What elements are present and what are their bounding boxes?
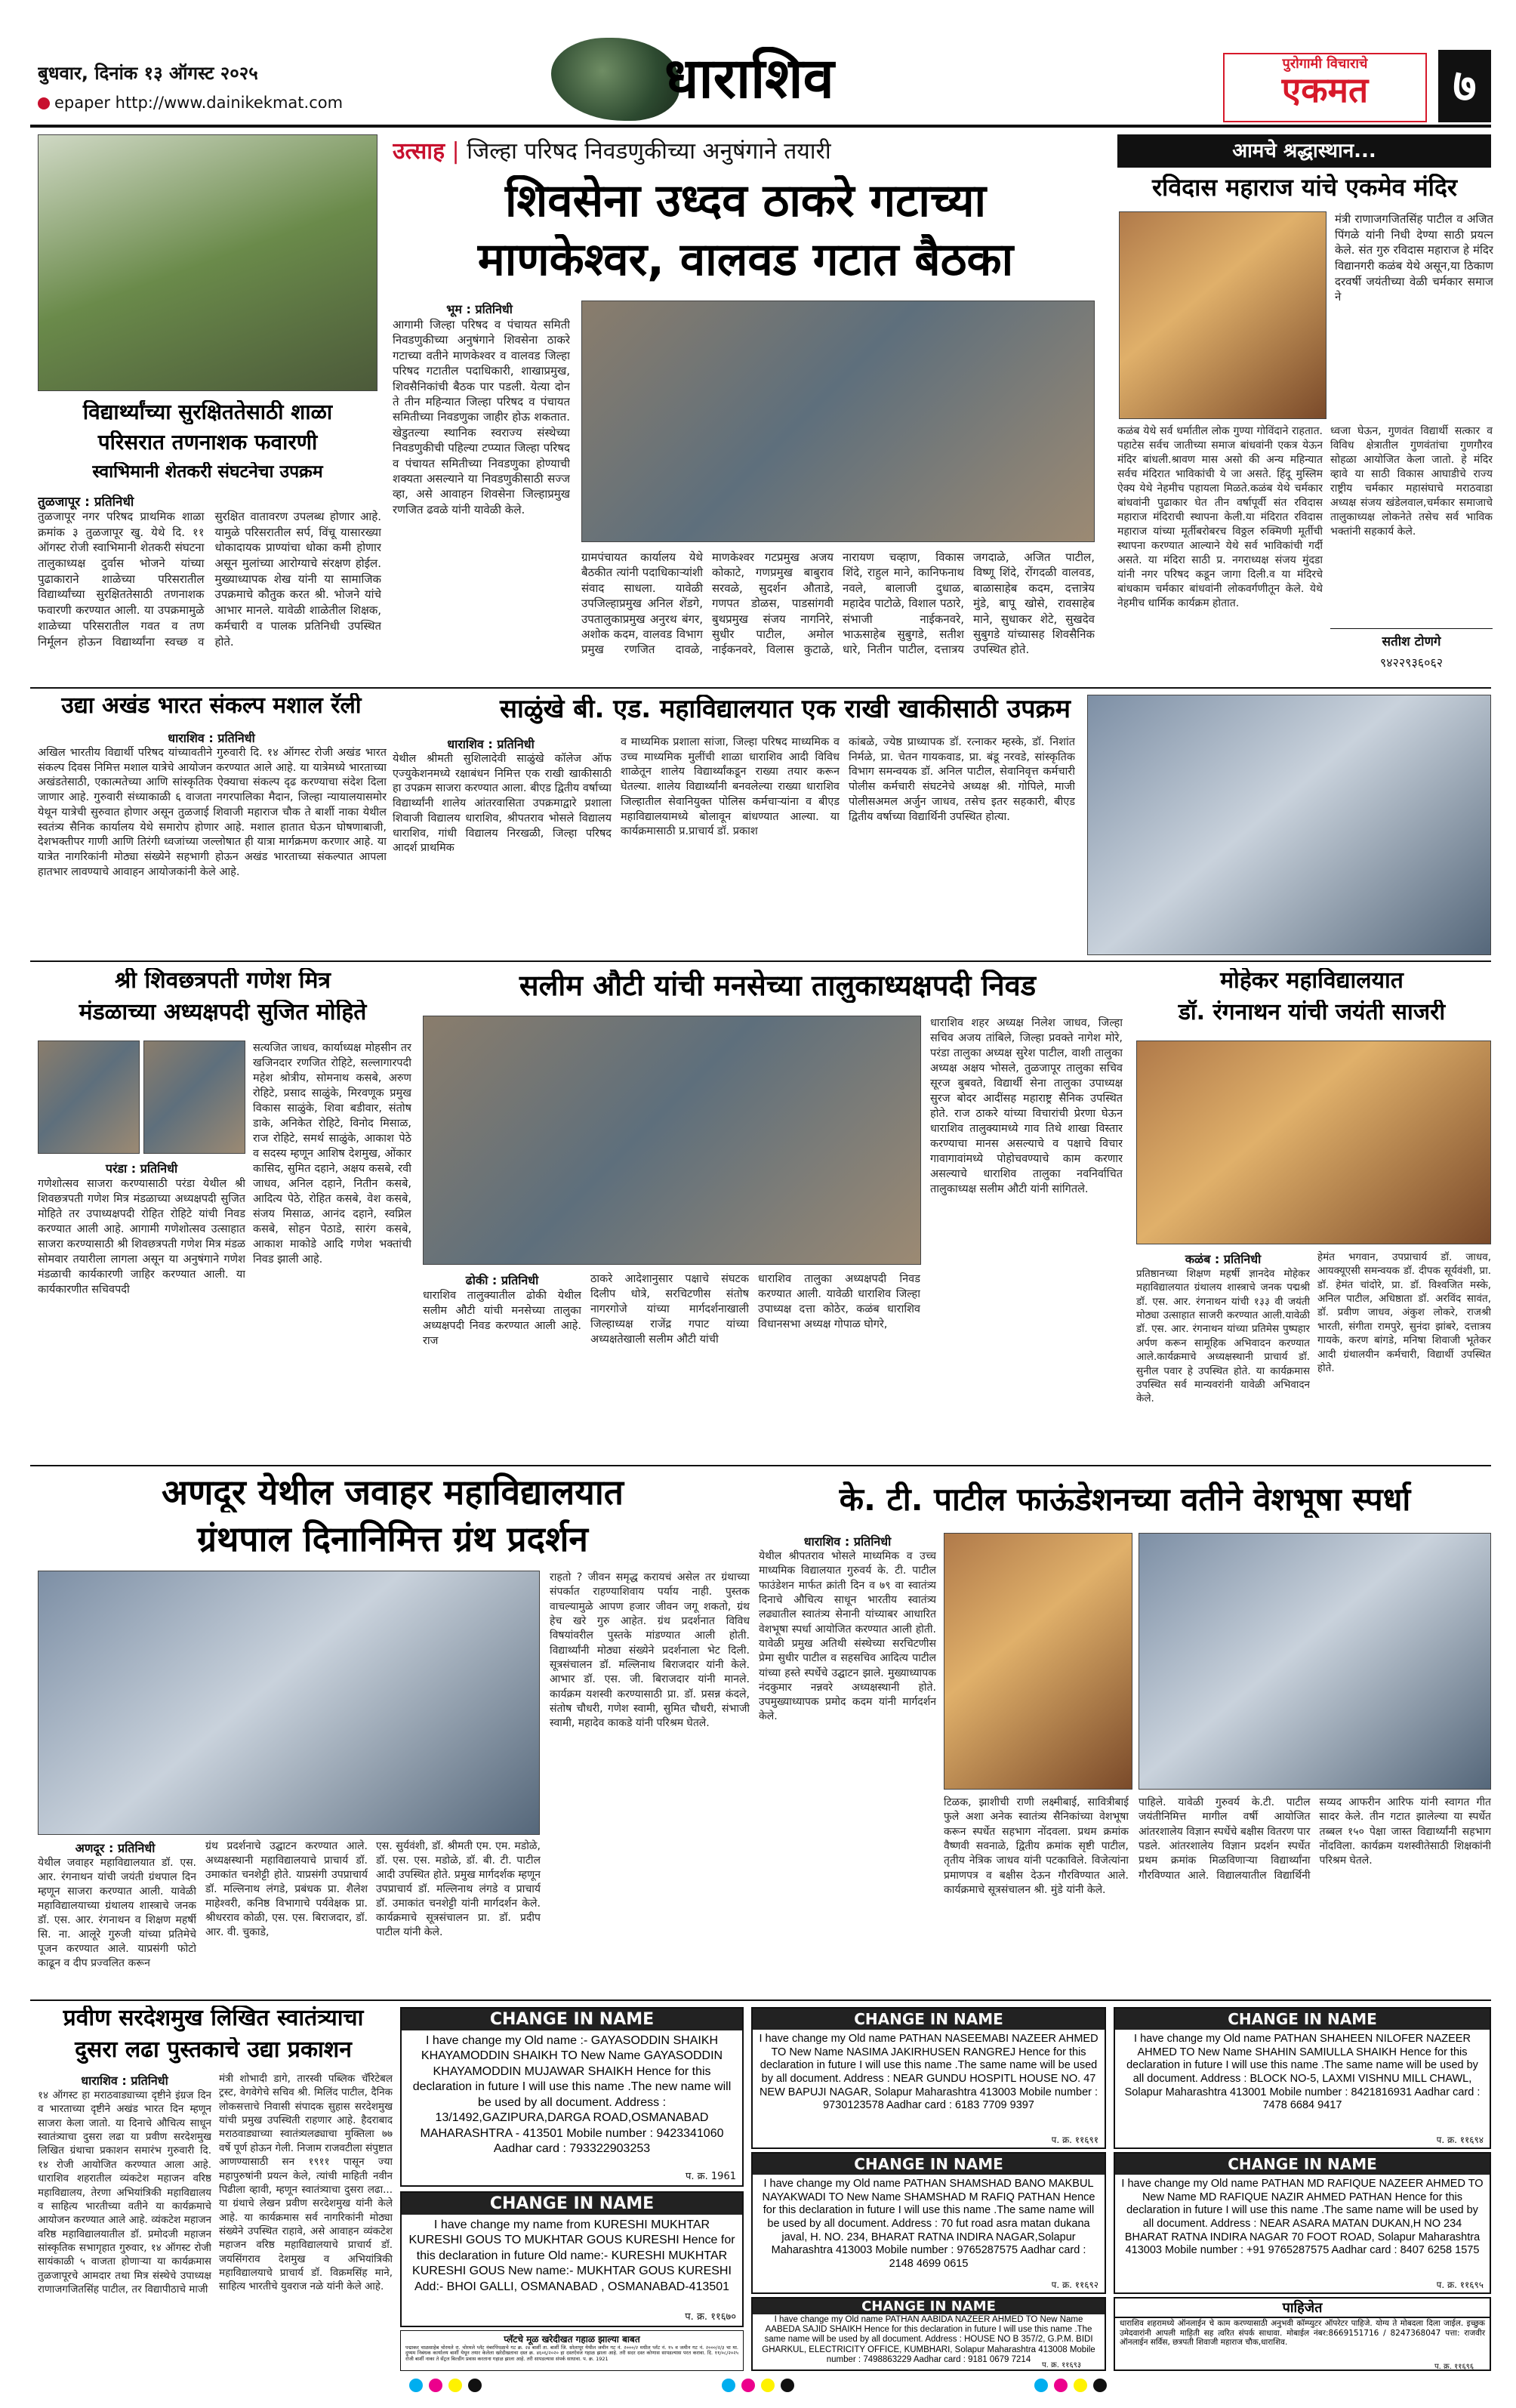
ad-body: I have change my Old name PATHAN SHAMSHAD BANO MAKBUL NAYAKWADI TO New Name SHAMSHAD M RAFIQ PATHAN Hence for this declaration in future I will use this name .The same name will be used by all document. Address : 70 fut road asra matan dukana javal, H. NO. 234, BHARAT RATNA INDIRA NAGAR,Solapur Maharashtra 413003 Mobile number : 9765287575 Aadhar card : 2148 4699 0615 xyxy=(762,2178,1095,2271)
anandur-body-1: येथील जवाहर महाविद्यालयात डॉ. एस. आर. रंगनाथन यांची जयंती ग्रंथपाल दिन म्हणून साजरा करण्यात आली. यावेळी महाविद्यालयाच्या ग्रंथालय शास्त्राचे जनक डॉ. एस. आर. रंगनाथन व शिक्षण महर्षी सि. ना. आलूरे गुरुजी यांच्या प्रतिमेचे पूजन करण्यात आले. याप्रसंगी फोटो काढून व दीप प्रज्वलित करून xyxy=(38,1857,196,1970)
wanted-heading: पाहिजेत xyxy=(1115,2299,1490,2318)
pravin-dateline: धाराशिव : प्रतिनिधी xyxy=(81,2073,168,2088)
flat-deed-body: पद्माकर चाळसाहेब चोरमले रा. चोरमले प्लॅट नंबरपिंपळाचे गट क्र. २४ बार्शी ता. बार्शी जि. सोलापूर येथील जमीन गट नं. २०००/२ मधील प्लॅट नं. १५ व जमीन गट नं. २०००/२/३ चा मा. दुय्यम निबंधक कार्यालय बार्शी येथून तयार केलेला खरेदीखताचा दस्त क्र. ४६०६/२०२० हा दस्तऐवज गहाळ झाला आहे. तरी सदर दस्त कोणास सापडल्यास परत करावा. दि. ११/०८/२०२५ रोजी बार्शी नाका ते सेंट्रल बिल्डींग प्रवास करताना गहाळ झाला आहे. तरी सापडल्यास संपर्क साधावा. प. क्र. 1921 xyxy=(405,2345,738,2362)
mns-dateline: ढोकी : प्रतिनिधी xyxy=(465,1273,539,1287)
ad-heading: CHANGE IN NAME xyxy=(1115,2009,1490,2030)
ad-body: I have change my Old name PATHAN NASEEMABI NAZEER AHMED TO New Name NASIMA JAKIRHUSEN RANGREJ Hence for this declaration in future I will use this name .The same name will be used by all document. Address : NEAR GUNDU HOSPITL HOUSE NO. 47 NEW BAPUJI NAGAR, Solapur Maharashtra 413003 Mobile number : 9730123578 Aadhar card : 6183 7709 9397 xyxy=(759,2033,1098,2112)
school-body: तुळजापूर नगर परिषद प्राथमिक शाळा क्रमांक ३ तुळजापूर खु. येथे दि. ११ ऑगस्ट रोजी स्वाभिमानी शेतकरी संघटना तालुकाध्यक्ष दुर्वास भोजने यांच्या पुढाकाराने शाळेच्या परिसरातील विद्यार्थ्यांच्या सुरक्षिततेसाठी तणनाशक फवारणी करण्यात आली. या उपक्रमामुळे शाळेच्या परिसरातील गवत व तण निर्मूलन होऊन विद्यार्थ्यांना स्वच्छ व सुरक्षित वातावरण उपलब्ध होणार आहे. यामुळे परिसरातील सर्प, विंचू यासारख्या धोकादायक प्राण्यांचा धोका कमी होणार असून मुलांच्या आरोग्याचे संरक्षण होईल. मुख्याध्यापक शेख यांनी या सामाजिक उपक्रमाचे कौतुक करत श्री. भोजने यांचे आभार मानले. यावेळी शाळेतील शिक्षक, कर्मचारी व पालक प्रतिनिधी उपस्थित होते. xyxy=(38,510,381,649)
anandur-body-2: ग्रंथ प्रदर्शनाचे उद्घाटन करण्यात आले. अध्यक्षस्थानी महाविद्यालयाचे प्राचार्य डॉ. उमाकांत चनशेट्टी होते. याप्रसंगी उपप्राचार्य डॉ. मल्लिनाथ लंगडे, प्रबंधक प्रा. शैलेश माहेश्वरी, कनिष्ठ विभागाचे पर्यवेक्षक प्रा. श्रीधरराव कोळी, एस. एस. बिराजदार, डॉ. आर. वी. चुकाडे, xyxy=(205,1840,368,1939)
rakhi-body-1: येथील श्रीमती सुशिलादेवी साळुंखे कॉलेज ऑफ एज्युकेशनमध्ये रक्षाबंधन निमित्त एक राखी खाकीसाठी हा उपक्रम साजरा करण्यात आला. बीएड द्वितीय वर्षाच्या विद्यार्थ्यांनी शालेय आंतरवासिता उपक्रमाद्वारे प्रशाला शिवाजी विद्यालय धाराशिव, श्रीपतराव भोसले विद्यालय धाराशिव, गांधी विद्यालय निरखळी, जिल्हा परिषद आदर्श प्राथमिक xyxy=(393,753,612,855)
page-number: ७ xyxy=(1438,50,1491,122)
ad-heading: CHANGE IN NAME xyxy=(1115,2154,1490,2175)
school-dateline: तुळजापूर : प्रतिनिधी xyxy=(38,495,134,510)
kt-body-3: पाहिले. यावेळी गुरुवर्य के.टी. पाटील जयंतीनिमित्त मागील वर्षी आयोजित आंतरशालेय विज्ञान स्पर्धेचे बक्षीस वितरण पार पडले. आंतरशालेय विज्ञान प्रदर्शन स्पर्धेत प्रथम क्रमांक मिळविणाऱ्या विद्यार्थ्यांना गौरविण्यात आले. विद्यालयातील विद्यार्थिनी सय्यद आफरीन आरिफ यांनी स्वागत गीत सादर केले. तीन गटात झालेल्या या स्पर्धेत तब्बल १५० पेक्षा जास्त विद्यार्थ्यांनी सहभाग नोंदविला. कार्यक्रम यशस्वीतेसाठी शिक्षकांनी परिश्रम घेतले. xyxy=(1139,1796,1491,1882)
ad-body: I have change my Old name :- GAYASODDIN SHAIKH KHAYAMODDIN SHAIKH TO New Name GAYASODDIN KHAYAMODDIN MUJAWAR SHAIKH Hence for this declaration in future I will use this name .The new name will be used by all document. Address : 13/1492,GAZIPURA,DARGA ROAD,OSMANABAD MAHARASHTRA - 413501 Mobile number : 9423341060 Aadhar card : 793322903253 xyxy=(412,2034,732,2156)
ad-body: I have change my Old name PATHAN MD RAFIQUE NAZEER AHMED TO New Name MD RAFIQUE NAZIR AHMED PATHAN Hence for this declaration in future I will use this name .The same name will be used by all document. Address : NEAR ASARA MATAN DUKAN,H NO 234 BHARAT RATNA INDIRA NAGAR 70 FOOT ROAD, Solapur Maharashtra 413003 Mobile number : +91 9765287575 Aadhar card : 8407 6258 1575 xyxy=(1121,2178,1484,2257)
ad-heading: CHANGE IN NAME xyxy=(753,2299,1105,2314)
rakhi-headline: साळुंखे बी. एड. महाविद्यालयात एक राखी खाकीसाठी उपक्रम xyxy=(500,695,1071,724)
ravidas-body-3: ध्वजा घेऊन, गुणवंत विद्यार्थी सत्कार व विविध क्षेत्रातील गुणवंतांचा गुणगौरव सोहळा आयोजित केला जातो. हे मंदिर व्हावे या साठी विकास आघाडीचे राज्य राष्ट्रीय चर्मकार महासंघाचे मराठवाडा अध्यक्ष संजय खंडेलवाल,चर्मकार समाजाचे तालुकाध्यक्ष लोकनेते तसेच सर्व भाविक भक्तांनी सहकार्य केले. xyxy=(1330,425,1493,538)
section-logo xyxy=(551,38,679,121)
dial-icon xyxy=(38,97,50,109)
mns-felicitation-photo xyxy=(423,1016,921,1265)
flat-deed-title: प्लॅटचे मूळ खरेदीखत गहाळ झाल्या बाबत xyxy=(504,2334,640,2345)
mohekar-headline-2: डॉ. रंगनाथन यांची जयंती साजरी xyxy=(1178,1000,1446,1025)
pravin-headline-1: प्रवीण सरदेशमुख लिखित स्वातंत्र्याचा xyxy=(63,2006,364,2031)
mohekar-photo xyxy=(1136,1041,1491,1244)
ravidas-body-1: मंत्री राणाजगजितसिंह पाटील व अजित पिंगळे यांनी निधी देण्या साठी प्रयत्न केले. संत गुरु रविदास महाराज हे मंदिर विद्यानगरी कळंब येथे असून,या ठिकाण दरवर्षी जयंतीच्या वेळी चर्मकार समाज ने xyxy=(1335,212,1493,304)
torch-headline: उद्या अखंड भारत संकल्प मशाल रॅली xyxy=(61,693,362,719)
sena-kicker: उत्साह xyxy=(393,138,445,165)
ravidas-phone: ९४२२९३६०६२ xyxy=(1379,655,1444,670)
pravin-body-1: १४ ऑगस्ट हा मराठवाड्याच्या दृष्टीने इंग्रज दिन व भारताच्या दृष्टीने अखंड भारत दिन म्हणून साजरा केला जातो. या दिनाचे औचित्य साधून स्वातंत्र्याचा दुसरा लढा या प्रवीण सरदेशमुख लिखित ग्रंथाचा प्रकाशन समारंभ गुरुवारी दि. १४ रोजी आयोजित करण्यात आला आहे. धाराशिव शहरातील व्यंकटेश महाजन वरिष्ठ महाविद्यालय, तेरणा अभियांत्रिकी महाविद्यालय व साहित्य भारतीच्या वतीने या कार्यक्रमाचे आयोजन करण्यात आले आहे. व्यंकटेश महाजन वरिष्ठ महाविद्यालयातील डॉ. प्रमोदजी महाजन सांस्कृतिक सभागृहात गुरुवार, १४ ऑगस्ट रोजी सायंकाळी ५ वाजता होणाऱ्या या कार्यक्रमास तुळजापूरचे आमदार तथा मित्र संस्थेचे उपाध्यक्ष राणाजगजितसिंह पाटील, तर विद्यापीठाचे माजी xyxy=(38,2089,211,2296)
kt-body-1: येथील श्रीपतराव भोसले माध्यमिक व उच्च माध्यमिक विद्यालयात गुरुवर्य के. टी. पाटील फाउंडेशन मार्फत क्रांती दिन व ७९ वा स्वातंत्र्य दिनाचे औचित्य साधून भारतीय स्वातंत्र्य लढ्यातील स्वातंत्र्य सेनानी यांच्याबर आधारित वेशभूषा स्पर्धा आयोजित करण्यात आली होती. यावेळी प्रमुख अतिथी संस्थेच्या सरचिटणीस प्रेमा सुधीर पाटील व सहसचिव आदित्य पाटील यांच्या हस्ते स्पर्धेचे उद्घाटन झाले. मुख्याध्यापक नंदकुमार नन्नवरे अध्यक्षस्थानी होते. उपमुख्याध्यापक प्रमोद कदम यांनी मार्गदर्शन केले. xyxy=(759,1550,936,1723)
divider xyxy=(30,1999,1491,2001)
kt-dateline: धाराशिव : प्रतिनिधी xyxy=(803,1534,892,1549)
ravidas-headline: रविदास महाराज यांचे एकमेव मंदिर xyxy=(1151,174,1458,202)
ad-heading: CHANGE IN NAME xyxy=(402,2009,742,2030)
torch-dateline: धाराशिव : प्रतिनिधी xyxy=(168,731,255,745)
rakhi-dateline: धाराशिव : प्रतिनिधी xyxy=(447,737,535,751)
ganesh-photo-president xyxy=(38,1041,140,1154)
epaper-link[interactable]: epaper http://www.dainikekmat.com xyxy=(38,94,491,112)
pravin-headline-2: दुसरा लढा पुस्तकाचे उद्या प्रकाशन xyxy=(75,2037,352,2063)
ad-body: I have change my Old name PATHAN AABIDA NAZEER AHMED TO New Name AABEDA SAJID SHAIKH Hence for this declaration in future I will use this name .The same name will be used by all document. Address : HOUSE NO B 357/2, G.P.M. BIDI GHARKUL, ELECTRICITY OFFICE, KUMBHARI, Solapur Maharashtra 413008 Mobile number : 7498863229 Aadhar card : 9181 0679 7214 xyxy=(762,2315,1095,2364)
kt-body-2: टिळक, झाशीची राणी लक्ष्मीबाई, सावित्रीबाई फुले अशा अनेक स्वातंत्र्य सैनिकांच्या वेशभूषा करून स्पर्धेत सहभाग नोंदवला. प्रथम क्रमांक वैष्णवी सवनाळे, द्वितीय क्रमांक सृष्टी पाटील, तृतीय नेत्रिक जाधव यांनी पटकाविले. विजेत्यांना प्रमाणपत्र व बक्षीस देऊन गौरविण्यात आले. कार्यक्रमाचे सूत्रसंचालन श्री. मुंडे यांनी केले. xyxy=(944,1796,1129,1896)
mohekar-headline-1: मोहेकर महाविद्यालयात xyxy=(1220,968,1404,994)
school-headline-2: परिसरात तणनाशक फवारणी xyxy=(97,430,318,455)
dateline: बुधवार, दिनांक १३ ऑगस्ट २०२५ xyxy=(38,63,258,84)
ravidas-band: आमचे श्रद्धास्थान... xyxy=(1117,134,1491,168)
ad-code: प. क्र. 1961 xyxy=(686,2171,736,2182)
ad5-code: प. क्र. ११६९३ xyxy=(1042,2361,1082,2369)
rakhi-body-2: व माध्यमिक प्रशाला सांजा, जिल्हा परिषद माध्यमिक व उच्च माध्यमिक मुलींची शाळा धाराशिव आदी विविध शाळेतून शालेय विद्यार्थ्यांकडून राख्या तयार करून घेतल्या. शालेय विद्यार्थ्यांनी बनवलेल्या राख्या धाराशिव जिल्हातील सेवानियुक्त पोलिस कर्मचाऱ्यांना व बीएड महाविद्यालयामध्ये बोलावून बांधण्यात आल्या. या कार्यक्रमासाठी प्र.प्राचार्य डॉ. प्रकाश xyxy=(621,736,840,838)
sena-kicker-row: उत्साह | जिल्हा परिषद निवडणुकीच्या अनुषंगाने तयारी xyxy=(393,138,831,165)
ad-code: प. क्र. ११६७० xyxy=(685,2311,736,2323)
change-name-ad-2 xyxy=(400,2191,744,2327)
school-subhead: स्वाभिमानी शेतकरी संघटनेचा उपक्रम xyxy=(92,462,323,482)
ad-body: I have change my Old name PATHAN SHAHEEN NILOFER NAZEER AHMED TO New Name SHAHIN SAMIULLA SHAIKH Hence for this declaration in future I will use this name .The same name will be used by all document. Address : BLOCK NO-5, LAXMI VISHNU MILL CHAWL, Solapur Maharashtra 413001 Mobile number : 8421816931 Aadhar card : 7478 6684 9417 xyxy=(1124,2033,1481,2112)
change-name-ad-4 xyxy=(751,2152,1106,2294)
anandur-body-4: राहतो ? जीवन समृद्ध करायचं असेल तर ग्रंथाच्या संपर्कात राहण्याशिवाय पर्याय नाही. पुस्तक वाचल्यामुळे आपण हजार जीवन जगू शकतो, ग्रंथ हेच खरे गुरु आहेत. ग्रंथ प्रदर्शनात विविध विषयांवरील पुस्तके मांडण्यात आली होती. विद्यार्थ्यांनी मोठ्या संख्येने प्रदर्शनाला भेट दिली. सूत्रसंचालन डॉ. मल्लिनाथ बिराजदार यांनी केले. आभार डॉ. एस. जी. बिराजदार यांनी मानले. कार्यक्रम यशस्वी करण्यासाठी प्रा. डॉ. प्रसन्न कंदले, संतोष चौधरी, गणेश स्वामी, सुमित चौधरी, संभाजी स्वामी, महादेव काकडे यांनी परिश्रम घेतले. xyxy=(550,1571,750,1730)
sena-meeting-photo xyxy=(581,301,1095,542)
change-name-ad-3 xyxy=(751,2007,1106,2149)
kt-costume-photo-1 xyxy=(944,1533,1132,1790)
anandur-exhibition-photo xyxy=(38,1571,540,1835)
sena-kicker-rest: जिल्हा परिषद निवडणुकीच्या अनुषंगाने तयारी xyxy=(467,138,831,165)
mns-body-4: धाराशिव शहर अध्यक्ष निलेश जाधव, जिल्हा सचिव अजय तांबिले, जिल्हा प्रवक्ते नागेश मोरे, परंडा तालुका अध्यक्ष सुरेश पाटील, वाशी तालुका अध्यक्ष अक्षय भोसले, तुळजापूर तालुका सचिव सूरज बुबवते, विद्यार्थी सेना तालुका उपाध्यक्ष सुरज बोदर आदींसह महाराष्ट्र सैनिक उपस्थित होते. राज ठाकरे यांच्या विचारांची प्रेरणा घेऊन धाराशिव तालुक्यामध्ये गाव तिथे शाखा विस्तार करण्याचा मानस असल्याचे व पक्षाचे विचार गावागावांमध्ये पोहोचवण्याचे काम करणार असल्याचे धाराशिव तालुका नवनिर्वाचित तालुकाध्यक्ष सलीम औटी यांनी सांगितले. xyxy=(930,1017,1123,1195)
school-photo xyxy=(38,134,377,391)
brand-tagline: पुरोगामी विचाराचे xyxy=(1282,56,1368,72)
registration-marks xyxy=(0,2379,1516,2401)
sena-headline-2: माणकेश्वर, वालवड गटात बैठका xyxy=(477,234,1014,286)
change-name-ad-1 xyxy=(400,2007,744,2187)
sena-body-2: ग्रामपंचायत कार्यालय येथे बैठकीत त्यांनी पदाधिकाऱ्यांशी संवाद साधला. यावेळी उपजिल्हाप्रमुख अनिल शेंडगे, उपतालुकाप्रमुख अनुरथ बंगर, अशोक कदम, वालवड विभाग प्रमुख रणजित दावळे, माणकेश्वर गटप्रमुख अजय कोकाटे, गणप्रमुख बाबुराव सरवळे, सुदर्शन औताडे, गणपत डोळस, पाडसांगवी बुथप्रमुख संजय नागनिरे, सुधीर पाटील, अमोल नाईकनवरे, विलास कुटाळे, नारायण चव्हाण, विकास शिंदे, राहुल माने, कानिफनाथ नवले, बालाजी दुधाळ, महादेव पाटोळे, विशाल पठारे, संभाजी नाईकनवरे, भाऊसाहेब सुबुगडे, सतीश धारे, नितीन पाटील, दत्तात्रय जगदाळे, अजित पाटील, विष्णू शिंदे, रोंगदळी वालवड, बाळासाहेब कदम, दत्तात्रेय मुंडे, बापू खोसे, रावसाहेब माने, सुधाकर शेटे, सुखदेव सुबुगडे यांच्यासह शिवसैनिक उपस्थित होते. xyxy=(581,550,1095,657)
divider xyxy=(30,1465,1491,1466)
anandur-dateline: अणदूर : प्रतिनिधी xyxy=(75,1841,156,1855)
ravidas-body-2: कळंब येथे सर्व धर्मातील लोक गुण्या गोविंदाने राहतात. पहाटेस सर्वच जातीच्या समाज बांधवांनी एकत्र येऊन मंदिर बांधली.श्रावण मास असो की अन्य महिन्यात सर्वच मंदिरात भाविकांची ये जा असते. हिंदू मुस्लिम ऐक्य येथे नेहमीच पहायला मिळते.कळंब येथे चर्मकार बांधवांनी पुढाकार घेत तीन वर्षापूर्वी संत रविदास महाराज मंदिराची स्थापना केली.या मंदिरात रविदास महाराज यांच्या मूर्तीबरोबरच विठ्ठल रुक्मिणी मूर्तीची स्थापना करण्यात आल्याने येथे सर्व भाविकांची गर्दी असते. या मंदिरा साठी प्र. नगराध्यक्ष संजय मुंदडा यांनी नगर परिषद कडून जागा दिली.व या मंदिरचे बांधकाम चर्मकार बांधवांनी लोकवर्गणीतून केले. येथे नेहमीच धार्मिक कार्यक्रम होतात. xyxy=(1117,425,1323,610)
ad-code: प. क्र. ११६९१ xyxy=(1051,2135,1098,2145)
ad-heading: CHANGE IN NAME xyxy=(753,2154,1105,2175)
school-headline-1: विद्यार्थ्यांच्या सुरक्षिततेसाठी शाळा xyxy=(82,400,333,424)
ganesh-headline-2: मंडळाच्या अध्यक्षपदी सुजित मोहिते xyxy=(79,1000,367,1025)
mns-body-2: ठाकरे आदेशानुसार पक्षाचे संघटक दिलीप धोत्रे, सरचिटणीस संतोष नागरगोजे यांच्या मार्गदर्शनाखाली जिल्हाध्यक्ष राजेंद्र गपाट यांच्या अध्यक्षतेखाली सलीम औटी यांची xyxy=(590,1273,749,1346)
ganesh-headline-1: श्री शिवछत्रपती गणेश मित्र xyxy=(115,968,331,994)
rakhi-body-3: कांबळे, ज्येष्ठ प्राध्यापक डॉ. रत्नाकर म्हस्के, डॉ. निशांत निर्मळे, प्रा. चेतन गायकवाड, प्रा. बंडू नरवडे, सांस्कृतिक विभाग समन्वयक डॉ. अनिल पाटील, सेवानिवृत्त कर्मचारी पोलीस कर्मचारी संघटनेचे अध्यक्ष श्री. गोपिले, माजी पोलीसअमल अर्जुन जाधव, तसेच इतर सहकारी, बीएड द्वितीय वर्षाच्या विद्यार्थिनी उपस्थित होत्या. xyxy=(849,736,1075,823)
divider xyxy=(30,960,1491,962)
sena-dateline: भूम : प्रतिनिधी xyxy=(446,302,513,316)
ravidas-byline: सतीश टोणगे xyxy=(1330,628,1493,649)
pravin-body-2: मंत्री शोभादी डागे, तारस्वी पब्लिक चॅरिटेबल ट्रस्ट, वेगवेगेचे सचिव श्री. मिलिंद पाटील, दैनिक लोकसत्ताचे निवासी संपादक सुहास सरदेशमुख यांची प्रमुख उपस्थिती राहणार आहे. हैदराबाद मराठवाड्याच्या स्वातंत्र्यलढ्याचा मुक्तिला ७७ वर्षे पूर्ण होऊन गेली. निजाम राजवटीला संपुष्टात आणण्यासाठी सन १९११ पासून ज्या महापुरुषांनी प्रयत्न केले, त्यांची माहिती नवीन पिढीला व्हावी, म्हणून स्वातंत्र्याचा दुसरा लढा... या ग्रंथाचे लेखन प्रवीण सरदेशमुख यांनी केले आहे. या कार्यक्रमास सर्व नागरिकांनी मोठ्या संख्येने उपस्थित राहावे, असे आवाहन व्यंकटेश महाजन वरिष्ठ महाविद्यालयाचे प्राचार्य डॉ. जयसिंगराव देशमुख व अभियांत्रिकी महाविद्यालयाचे प्राचार्य डॉ. विक्रमसिंह माने, साहित्य भारतीचे युवराज नळे यांनी केले आहे. xyxy=(219,2073,393,2293)
mns-body-3: धाराशिव तालुका अध्यक्षपदी निवड करण्यात आली. यावेळी धाराशिव जिल्हा उपाध्यक्ष दत्ता कोठेर, कळंब धाराशिव विधानसभा अध्यक्ष गोपाळ घोगरे, xyxy=(758,1273,920,1330)
mohekar-body-1: प्रतिष्ठानच्या शिक्षण महर्षी ज्ञानदेव मोहेकर महाविद्यालयात ग्रंथालय शास्त्राचे जनक पद्मश्री डॉ. एस. आर. रंगनाथन यांची १३३ वी जयंती मोठ्या उत्साहात साजरी करण्यात आली.यावेळी डॉ. एस. आर. रंगनाथन यांच्या प्रतिमेस पुष्पहार अर्पण करून सामूहिक अभिवादन करण्यात आले.कार्यक्रमाचे अध्यक्षस्थानी प्राचार्य डॉ. सुनील पवार हे उपस्थित होते. या कार्यक्रमास उपस्थित सर्व मान्यवरांनी यावेळी अभिवादन केले. xyxy=(1136,1268,1310,1405)
mohekar-body-2: हेमंत भगवान, उपप्राचार्य डॉ. जाधव, आयक्यूएसी समन्वयक डॉ. दीपक सूर्यवंशी, प्रा. डॉ. हेमंत चांदोरे, प्रा. डॉ. विश्वजित मस्के, अनिल पाटील, अधिष्ठाता डॉ. अरविंद सावंत, डॉ. प्रवीण जाधव, अंकुश लोकरे, राजश्री भारती, संगीता रामपुरे, सुनंदा झांबरे, दत्तात्रय गायके, करण बांगडे, मनिषा शिवाजी भूतेकर आदी ग्रंथालयीन कर्मचारी, विद्यार्थी उपस्थित होते. xyxy=(1317,1251,1491,1374)
brand-box xyxy=(1223,53,1427,122)
ravidas-temple-photo xyxy=(1119,211,1326,419)
ad-heading: CHANGE IN NAME xyxy=(402,2193,742,2215)
ad-heading: CHANGE IN NAME xyxy=(753,2009,1105,2030)
sena-body: आगामी जिल्हा परिषद व पंचायत समिती निवडणुकीच्या अनुषंगाने शिवसेना ठाकरे गटाच्या वतीने माणकेश्वर व वालवड जिल्हा परिषद गटातील पदाधिकारी, शाखाप्रमुख, शिवसैनिकांची बैठक पार पडली. येत्या दोन ते तीन महिन्यात जिल्हा परिषद व पंचायत समितीच्या निवडणुका जाहीर होऊ शकतात. खेडुतल्या स्थानिक स्वराज्य संस्थेच्या निवडणुकीची पहिल्या टप्प्यात जिल्हा परिषद व पंचायत समितीच्या निवडणुका होण्याची शक्यता असल्याने या निवडणुकीसाठी सज्ज व्हा, असे आवाहन शिवसेना जिल्हाप्रमुख रणजित ढवळे यांनी यावेळी केले. xyxy=(393,318,570,516)
ad-body: I have change my name from KURESHI MUKHTAR KURESHI GOUS TO MUKHTAR GOUS KURESHI Hence for this declaration in future Old name:- KURESHI MUKHTAR KURESHI GOUS New name:- MUKHTAR GOUS KURESHI Add:- BHOI GALLI, OSMANABAD , OSMANABAD-413501 xyxy=(408,2218,735,2293)
masthead-rule xyxy=(30,125,1491,128)
kt-headline: के. टी. पाटील फाऊंडेशनच्या वतीने वेशभूषा स्पर्धा xyxy=(839,1481,1411,1518)
ganesh-body-2: सत्यजित जाधव, कार्याध्यक्ष मोहसीन तर खजिनदार रणजित रोहिटे, सल्लागारपदी महेश श्रोत्रीय, सोमनाथ कसबे, अरुण रोहिटे, प्रसाद साळुंके, मिरवणूक प्रमुख विकास साळुंके, शिवा बडीवार, संतोष डाके, अनिकेत रोहिटे, विनोद मिसाळ, राज रोहिटे, समर्थ साळुंके, आकाश पेठे व सदस्य म्हणून आशिष देशमुख, ओंकार कासिद, सुमित दहाने, अक्षय कसबे, रवी जाधव, अनिल दहाने, नितीन कसबे, आदित्य पेठे, रोहित कसबे, वेश कसबे, संजय मिसाळ, आनंद दहाने, स्वप्निल कसबे, सोहन पेठाडे, सारंग कसबे, आकाश माकोडे आदि गणेश भक्तांची निवड झाली आहे. xyxy=(253,1042,411,1266)
kt-costume-photo-2 xyxy=(1139,1533,1491,1790)
flat-deed-strip xyxy=(400,2330,744,2371)
ad-code: प. क्र. ११६९४ xyxy=(1436,2135,1484,2145)
anandur-headline-1: अणदूर येथील जवाहर महाविद्यालयात xyxy=(162,1472,624,1512)
mns-body-1: धाराशिव तालुक्यातील ढोकी येथील सलीम औटी यांची मनसेच्या तालुका अध्यक्षपदी निवड करण्यात आली आहे. राज xyxy=(423,1290,581,1347)
change-name-ad-7 xyxy=(1114,2152,1491,2294)
section-title: धाराशिव xyxy=(664,47,834,111)
ad-code: प. क्र. ११६९२ xyxy=(1051,2280,1098,2290)
mohekar-dateline: कळंब : प्रतिनिधी xyxy=(1185,1252,1262,1266)
ganesh-dateline: परंडा : प्रतिनिधी xyxy=(105,1161,178,1176)
ganesh-photo-vice xyxy=(143,1041,245,1154)
anandur-headline-2: ग्रंथपाल दिनानिमित्त ग्रंथ प्रदर्शन xyxy=(197,1519,588,1559)
brand-name: एकमत xyxy=(1281,69,1369,110)
mns-headline: सलीम औटी यांची मनसेच्या तालुकाध्यक्षपदी निवड xyxy=(519,970,1037,1002)
wanted-code: प. क्र. ११६९६ xyxy=(1434,2363,1474,2371)
change-name-ad-6 xyxy=(1114,2007,1491,2149)
ad-code: प. क्र. ११६९५ xyxy=(1436,2280,1484,2290)
torch-body: अखिल भारतीय विद्यार्थी परिषद यांच्यावतीने गुरुवारी दि. १४ ऑगस्ट रोजी अखंड भारत संकल्प दिवस निमित्त मशाल यात्रेचे आयोजन करण्यात आले आहे. या यात्रेमध्ये भारताच्या अखंडतेसाठी, एकात्मतेच्या आणि सांस्कृतिक ऐक्याचा संकल्प दृढ करण्याचा संदेश दिला जाणार आहे. गुरुवारी संध्याकाळी ६ वाजता नगरपालिका मैदान, जिल्हा न्यायालयासमोर येथून यात्रेची सुरुवात होणार असून तुळजाई शिवाजी महाराज चौक ते बार्शी नाका येथील स्वतंत्र्य सैनिक कार्यालय येथे समारोप होणार आहे. मशाल हातात घेऊन घोषणाबाजी, देशभक्तीपर गाणी आणि तिरंगी ध्वजांच्या जल्लोषात ही यात्रा मार्गक्रमण करणार आहे. या यात्रेत नागरिकांनी मोठ्या संख्येने सहभागी होऊन अखंड भारताच्या संकल्पात आपला हातभार लावण्याचे आवाहन आयोजकांनी केले आहे. xyxy=(38,747,387,878)
anandur-body-3: एस. सुर्यवंशी, डॉ. श्रीमती एम. एम. मडोळे, डॉ. एस. एस. मडोळे, डॉ. बी. टी. पाटील आदी उपस्थित होते. प्रमुख मार्गदर्शक म्हणून उपप्राचार्य डॉ. मल्लिनाथ लंगडे व प्राचार्य डॉ. उमाकांत चनशेट्टी यांनी मार्गदर्शन केले. कार्यक्रमाचे सूत्रसंचालन प्रा. डॉ. प्रदीप पाटील यांनी केले. xyxy=(376,1840,541,1939)
wanted-body: धाराशिव शहरामध्ये ऑनलाईन चे काम करण्यासाठी अनुभवी कॉम्प्युटर ऑपरेटर पाहिजे. योग्य ते मोबदला दिला जाईल. इच्छुक उमेदवारांनी आपली माहिती सह त्वरित संपर्क साधावा. मोबाईल नंबर:8669151716 / 8247368047 पत्ता: राजवीर ऑनलाईन सर्विस, छत्रपती शिवाजी महाराज चौक,धाराशिव. xyxy=(1120,2319,1485,2348)
masthead xyxy=(0,0,1516,128)
divider xyxy=(30,687,1491,689)
sena-headline-1: शिवसेना उध्दव ठाकरे गटाच्या xyxy=(504,175,987,227)
rakhi-photo xyxy=(1087,695,1491,955)
ganesh-body-1: गणेशोत्सव साजरा करण्यासाठी परंडा येथील श्री शिवछत्रपती गणेश मित्र मंडळाच्या अध्यक्षपदी सुजित मोहिते तर उपाध्यक्षपदी रोहित रोहिटे यांची निवड करण्यात आली आहे. आगामी गणेशोत्सव उत्साहात साजरा करण्यासाठी श्री शिवछत्रपती गणेश मित्र मंडळ सोमवार तयारीला लागला असून या अनुषंगाने गणेश मंडळाची कार्यकारणी जाहिर करण्यात आली. या कार्यकारणीत सचिवपदी xyxy=(38,1178,245,1296)
